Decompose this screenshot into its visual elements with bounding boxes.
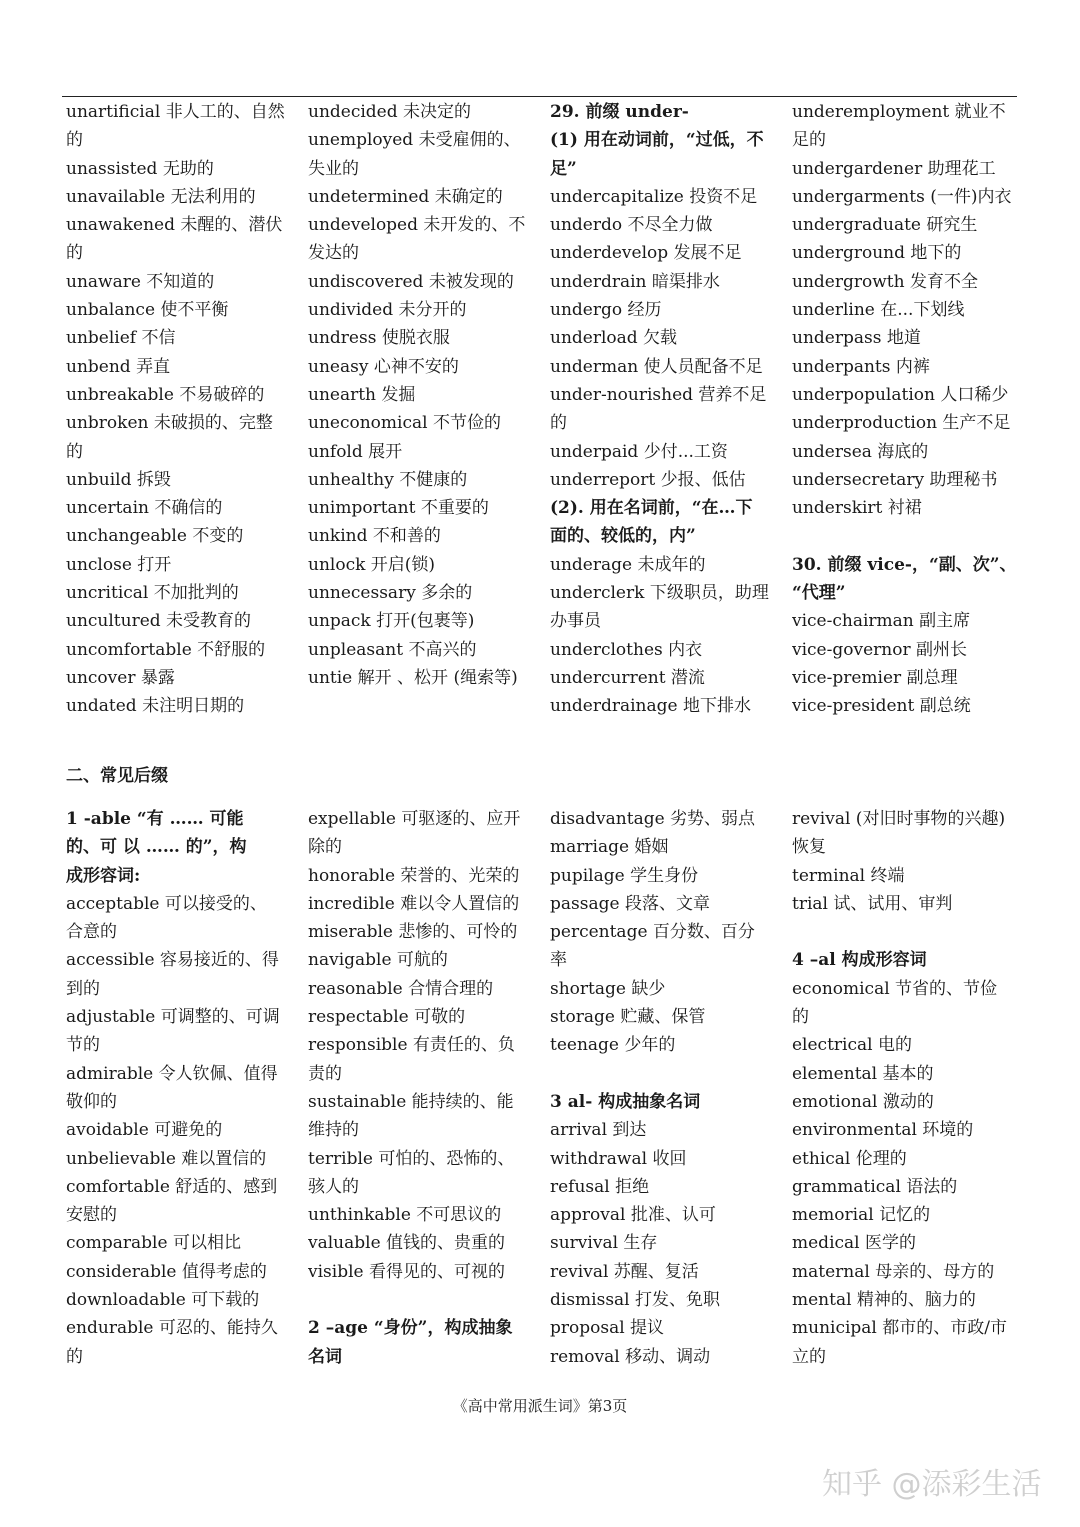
word-entry: unbuild 拆毁 <box>66 469 171 490</box>
word-entry: navigable 可航的 <box>308 950 448 971</box>
word-entry: unpack 打开(包裹等) <box>308 611 475 632</box>
word-entry: undergardener 助理花工 <box>792 158 996 179</box>
word-entry: unbelief 不信 <box>66 328 176 349</box>
column-2 <box>308 98 536 692</box>
word-entry: vice-governor 副州长 <box>792 639 967 660</box>
word-entry: 敬仰的 <box>66 1091 117 1112</box>
word-entry: economical 节省的、节俭 <box>792 978 998 999</box>
word-entry: incredible 难以令人置信的 <box>308 893 520 914</box>
word-entry: unaware 不知道的 <box>66 271 215 292</box>
word-entry: maternal 母亲的、母方的 <box>792 1261 995 1282</box>
word-entry: 到的 <box>66 978 100 999</box>
word-entry: dismissal 打发、免职 <box>550 1290 721 1311</box>
word-entry: 率 <box>550 950 567 971</box>
word-entry: reasonable 合情合理的 <box>308 978 494 999</box>
word-entry: 骇人的 <box>308 1176 359 1197</box>
subheading: 的、可 以 …… 的”，构 <box>66 837 247 858</box>
word-entry: 合意的 <box>66 922 117 943</box>
word-entry: underdevelop 发展不足 <box>550 243 742 264</box>
column-4 <box>792 98 1020 721</box>
subheading: 名词 <box>308 1346 342 1367</box>
subheading: 4 –al 构成形容词 <box>792 950 927 971</box>
word-entry: unthinkable 不可思议的 <box>308 1205 502 1226</box>
word-entry: ethical 伦理的 <box>792 1148 907 1169</box>
word-entry: uncritical 不加批判的 <box>66 583 239 604</box>
word-entry: emotional 激动的 <box>792 1091 934 1112</box>
word-entry: unbelievable 难以置信的 <box>66 1148 267 1169</box>
word-entry: underreport 少报、低估 <box>550 469 746 490</box>
word-entry: undercapitalize 投资不足 <box>550 186 758 207</box>
subheading: 29. 前缀 under- <box>550 102 689 122</box>
word-entry: underline 在...下划线 <box>792 300 965 321</box>
subheading: 面的、较低的，内” <box>550 526 696 547</box>
word-entry: environmental 环境的 <box>792 1120 974 1141</box>
word-entry: accessible 容易接近的、得 <box>66 950 279 971</box>
subheading: 2 –age “身份”，构成抽象 <box>308 1318 513 1339</box>
word-entry: undivided 未分开的 <box>308 300 467 321</box>
word-entry: underdrain 暗渠排水 <box>550 271 720 292</box>
word-entry: endurable 可忍的、能持久 <box>66 1318 278 1339</box>
word-entry: undated 未注明日期的 <box>66 696 245 717</box>
word-entry: passage 段落、文章 <box>550 893 710 914</box>
subheading: 足” <box>550 158 577 179</box>
word-entry: underdo 不尽全力做 <box>550 215 713 236</box>
word-entry: 发达的 <box>308 243 359 264</box>
word-entry: miserable 悲惨的、可怜的 <box>308 922 518 943</box>
word-entry: uncover 暴露 <box>66 667 175 688</box>
word-entry: 除的 <box>308 837 342 858</box>
word-entry: elemental 基本的 <box>792 1063 934 1084</box>
word-entry: terminal 终端 <box>792 865 905 886</box>
word-entry: 的 <box>792 1007 809 1028</box>
top-rule <box>62 96 1017 97</box>
word-entry: municipal 都市的、市政/市 <box>792 1318 1007 1339</box>
word-entry: downloadable 可下载的 <box>66 1290 260 1311</box>
word-entry: unartificial 非人工的、自然 <box>66 102 285 122</box>
subheading: 30. 前缀 vice-，“副、次”、 <box>792 554 1017 575</box>
word-entry: unawakened 未醒的、潜伏 <box>66 215 283 236</box>
word-entry: underage 未成年的 <box>550 554 706 575</box>
word-entry: undress 使脱衣服 <box>308 328 450 349</box>
spacer <box>308 1286 536 1314</box>
word-entry: 的 <box>550 413 567 434</box>
word-entry: memorial 记忆的 <box>792 1205 931 1226</box>
word-entry: 失业的 <box>308 158 359 179</box>
word-entry: honorable 荣誉的、光荣的 <box>308 865 520 886</box>
word-entry: refusal 拒绝 <box>550 1176 650 1197</box>
word-entry: responsible 有责任的、负 <box>308 1035 515 1056</box>
word-entry: terrible 可怕的、恐怖的、 <box>308 1148 515 1169</box>
watermark: 知乎 @添彩生活 <box>822 1467 1042 1502</box>
word-entry: 足的 <box>792 130 826 151</box>
subheading: (1) 用在动词前，“过低，不 <box>550 130 764 151</box>
spacer <box>792 522 1020 550</box>
spacer <box>792 918 1020 946</box>
word-entry: removal 移动、调动 <box>550 1346 711 1367</box>
word-entry: unassisted 无助的 <box>66 158 214 179</box>
word-entry: unhealthy 不健康的 <box>308 469 468 490</box>
word-entry: undergraduate 研究生 <box>792 215 978 236</box>
word-entry: underclerk 下级职员，助理 <box>550 583 769 604</box>
word-entry: 的 <box>66 243 83 264</box>
word-entry: uneconomical 不节俭的 <box>308 413 501 434</box>
word-entry: marriage 婚姻 <box>550 837 669 858</box>
word-entry: undetermined 未确定的 <box>308 186 503 207</box>
word-entry: arrival 到达 <box>550 1120 647 1141</box>
word-entry: proposal 提议 <box>550 1318 665 1339</box>
word-entry: unbalance 使不平衡 <box>66 300 229 321</box>
word-entry: unpleasant 不高兴的 <box>308 639 477 660</box>
word-entry: unemployed 未受雇佣的、 <box>308 130 521 151</box>
column-3 <box>550 805 778 1371</box>
subheading: “代理” <box>792 583 846 604</box>
word-entry: revival 苏醒、复活 <box>550 1261 699 1282</box>
subheading: 1 -able “有 …… 可能 <box>66 809 244 829</box>
word-entry: acceptable 可以接受的、 <box>66 893 267 914</box>
word-entry: 维持的 <box>308 1120 359 1141</box>
word-entry: uneasy 心神不安的 <box>308 356 459 377</box>
word-entry: undeveloped 未开发的、不 <box>308 215 526 236</box>
word-entry: uncertain 不确信的 <box>66 498 223 519</box>
word-entry: undergarments (一件)内衣 <box>792 186 1012 207</box>
word-entry: 的 <box>66 130 83 151</box>
subheading: (2). 用在名词前，“在…下 <box>550 498 753 519</box>
word-entry: underman 使人员配备不足 <box>550 356 763 377</box>
word-entry: teenage 少年的 <box>550 1035 676 1056</box>
word-entry: vice-chairman 副主席 <box>792 611 971 632</box>
word-entry: admirable 令人钦佩、值得 <box>66 1063 278 1084</box>
word-entry: 的 <box>66 1346 83 1367</box>
word-entry: expellable 可驱逐的、应开 <box>308 809 521 829</box>
word-entry: unlock 开启(锁) <box>308 554 436 575</box>
word-entry: disadvantage 劣势、弱点 <box>550 809 756 829</box>
word-entry: medical 医学的 <box>792 1233 916 1254</box>
word-entry: mental 精神的、脑力的 <box>792 1290 976 1311</box>
word-entry: 的 <box>66 441 83 462</box>
section-heading: 二、常见后缀 <box>66 766 168 786</box>
word-entry: underpants 内裤 <box>792 356 930 377</box>
word-entry: storage 贮藏、保管 <box>550 1007 706 1028</box>
subheading: 3 al- 构成抽象名词 <box>550 1091 701 1112</box>
word-entry: undergo 经历 <box>550 300 662 321</box>
word-entry: unearth 发掘 <box>308 384 416 405</box>
subheading: 成形容词: <box>66 865 141 886</box>
word-entry: pupilage 学生身份 <box>550 865 699 886</box>
word-entry: unchangeable 不变的 <box>66 526 244 547</box>
word-entry: undercurrent 潜流 <box>550 667 705 688</box>
word-entry: underpopulation 人口稀少 <box>792 384 1009 405</box>
word-entry: underproduction 生产不足 <box>792 413 1011 434</box>
page-footer: 《高中常用派生词》第3页 <box>452 1397 628 1415</box>
word-entry: respectable 可敬的 <box>308 1007 466 1028</box>
word-entry: vice-president 副总统 <box>792 696 971 717</box>
word-entry: visible 看得见的、可视的 <box>308 1261 505 1282</box>
word-entry: survival 生存 <box>550 1233 658 1254</box>
word-entry: withdrawal 收回 <box>550 1148 687 1169</box>
word-entry: undecided 未决定的 <box>308 102 472 122</box>
word-entry: underclothes 内衣 <box>550 639 703 660</box>
word-entry: adjustable 可调整的、可调 <box>66 1007 280 1028</box>
word-entry: under-nourished 营养不足 <box>550 384 767 405</box>
word-entry: 责的 <box>308 1063 342 1084</box>
word-entry: unnecessary 多余的 <box>308 583 473 604</box>
word-entry: 办事员 <box>550 611 601 632</box>
word-entry: vice-premier 副总理 <box>792 667 958 688</box>
word-entry: trial 试、试用、审判 <box>792 893 953 914</box>
word-entry: unbroken 未破损的、完整 <box>66 413 273 434</box>
column-2 <box>308 805 536 1371</box>
word-entry: unbreakable 不易破碎的 <box>66 384 265 405</box>
column-3 <box>550 98 778 721</box>
word-entry: unimportant 不重要的 <box>308 498 489 519</box>
word-entry: grammatical 语法的 <box>792 1176 958 1197</box>
word-entry: sustainable 能持续的、能 <box>308 1091 514 1112</box>
word-entry: undiscovered 未被发现的 <box>308 271 514 292</box>
column-1 <box>66 805 294 1371</box>
word-entry: electrical 电的 <box>792 1035 912 1056</box>
column-1 <box>66 98 294 721</box>
spacer <box>550 1060 778 1088</box>
word-entry: 恢复 <box>792 837 826 858</box>
word-entry: unfold 展开 <box>308 441 403 462</box>
word-entry: underpass 地道 <box>792 328 921 349</box>
word-entry: untie 解开 、松开 (绳索等) <box>308 667 518 688</box>
word-entry: undergrowth 发育不全 <box>792 271 978 292</box>
word-entry: approval 批准、认可 <box>550 1205 716 1226</box>
word-entry: undersecretary 助理秘书 <box>792 469 998 490</box>
word-entry: unbend 弄直 <box>66 356 171 377</box>
word-entry: uncultured 未受教育的 <box>66 611 252 632</box>
word-entry: underskirt 衬裙 <box>792 498 922 519</box>
word-entry: unclose 打开 <box>66 554 172 575</box>
word-entry: comfortable 舒适的、感到 <box>66 1176 278 1197</box>
word-entry: 安慰的 <box>66 1205 117 1226</box>
word-entry: revival (对旧时事物的兴趣) <box>792 809 1006 829</box>
word-entry: underpaid 少付...工资 <box>550 441 728 462</box>
word-entry: avoidable 可避免的 <box>66 1120 223 1141</box>
word-entry: uncomfortable 不舒服的 <box>66 639 266 660</box>
word-entry: percentage 百分数、百分 <box>550 922 755 943</box>
word-entry: shortage 缺少 <box>550 978 666 999</box>
word-entry: underground 地下的 <box>792 243 962 264</box>
word-entry: unkind 不和善的 <box>308 526 441 547</box>
word-entry: 节的 <box>66 1035 100 1056</box>
word-entry: underdrainage 地下排水 <box>550 696 751 717</box>
word-entry: undersea 海底的 <box>792 441 929 462</box>
word-entry: considerable 值得考虑的 <box>66 1261 267 1282</box>
word-entry: 立的 <box>792 1346 826 1367</box>
word-entry: underload 欠载 <box>550 328 678 349</box>
word-entry: underemployment 就业不 <box>792 102 1006 122</box>
word-entry: valuable 值钱的、贵重的 <box>308 1233 506 1254</box>
column-4 <box>792 805 1020 1371</box>
word-entry: unavailable 无法利用的 <box>66 186 256 207</box>
word-entry: comparable 可以相比 <box>66 1233 241 1254</box>
